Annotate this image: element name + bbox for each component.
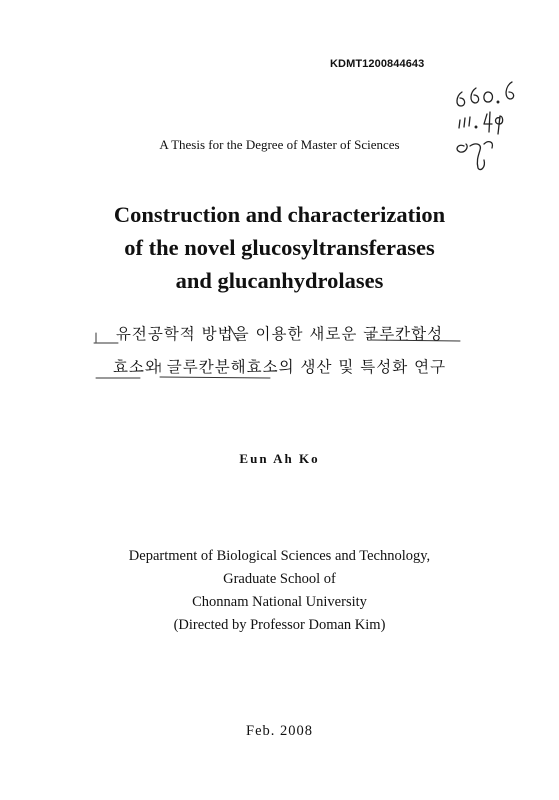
degree-line [0,137,559,153]
affiliation [0,545,559,637]
title-line-1: Construction and characterization [113,202,446,227]
submission-date: Feb. 2008 [246,723,313,739]
affiliation-advisor: (Directed by Professor Doman Kim) [173,617,386,633]
title-line-2: of the novel glucosyltransferases [124,235,435,260]
affiliation-department: Department of Biological Sciences and Technology, [128,548,431,564]
korean-title-line-1: 유전공학적 방법을 이용한 새로운 글루칸합성 [115,325,444,343]
english-title [0,198,559,297]
affiliation-university: Chonnam National University [192,594,367,610]
title-line-3: and glucanhydrolases [175,268,384,293]
affiliation-graduate-school: Graduate School of [223,571,336,587]
document-id: KDMT1200844643 [330,58,425,70]
author-name: Eun Ah Ko [239,451,320,466]
korean-title [0,318,559,384]
degree-line-text: A Thesis for the Degree of Master of Sciences [159,137,400,152]
korean-title-line-2: 효소와 글루칸분해효소의 생산 및 특성화 연구 [112,358,447,376]
